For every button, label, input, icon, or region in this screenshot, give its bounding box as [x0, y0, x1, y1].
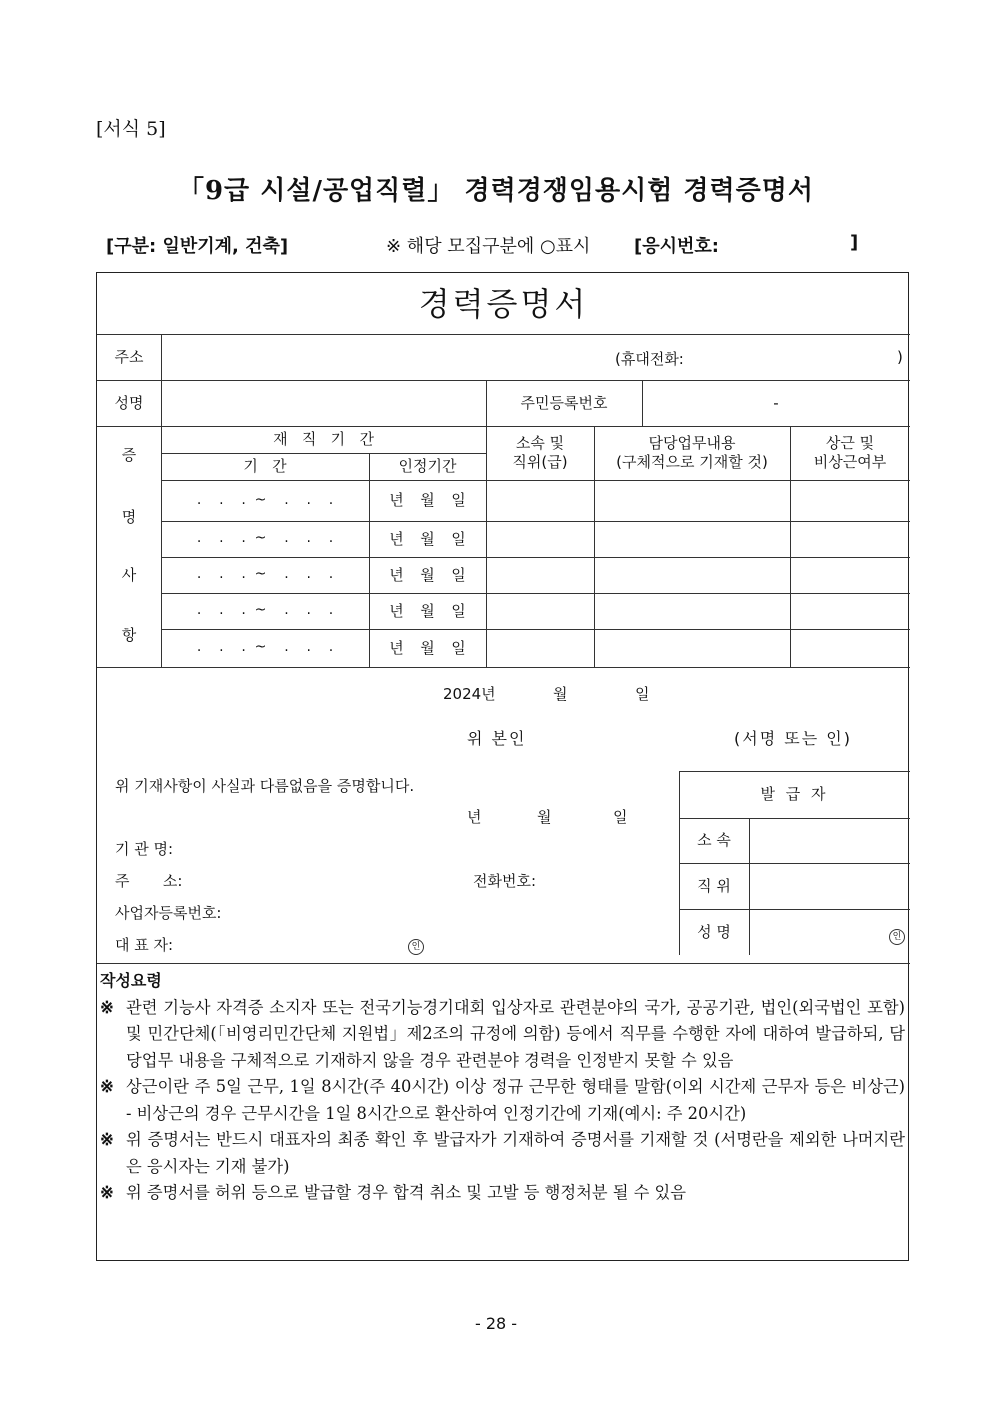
signature-label: (서명 또는 인) [734, 729, 852, 748]
instructions [100, 968, 905, 1207]
period-field[interactable]: . . . ~ . . . [196, 530, 334, 547]
issuer-affiliation-field[interactable] [749, 818, 910, 863]
ymd-unit: 월 [420, 601, 435, 620]
phone-label: (휴대전화: [615, 350, 684, 368]
issuer-name-label: 성 명 [697, 922, 731, 941]
rrn-label: 주민등록번호 [520, 393, 608, 412]
section-char-4: 항 [121, 625, 137, 644]
ymd-unit: 일 [451, 565, 466, 584]
issuer-affiliation-label: 소 속 [697, 831, 731, 850]
period-field[interactable]: . . . ~ . . . [196, 566, 334, 583]
ymd-unit: 년 [389, 638, 404, 657]
name-field[interactable] [161, 380, 486, 426]
ymd-unit: 일 [451, 491, 466, 510]
duties-field[interactable] [594, 629, 790, 667]
address-label: 주소 [114, 347, 144, 366]
biz-number-label: 사업자등록번호: [115, 904, 222, 922]
employment-period-header: 재 직 기 간 [273, 430, 374, 449]
fulltime-header: 상근 및 비상근여부 [813, 434, 887, 471]
recognized-period-field[interactable] [369, 557, 486, 593]
exam-number-label: [응시번호: [634, 236, 719, 257]
date-year: 2024년 [443, 685, 496, 703]
fulltime-field[interactable] [790, 593, 910, 629]
date-month: 월 [553, 685, 568, 703]
instruction-item: ※ 관련 기능사 자격증 소지자 또는 전국기능경기대회 입상자로 관련분야의 국가, 공공기관, 법인(외국법인 포함) 및 민간단체(「비영리민간단체 지원법」제2조의 규정에 의함) 등에서 직무를 수행한 자에 대하여 발급하되, 담당업무 내용을 구체적으로 기재하지 않을 경우 관련분야 경력을 인정받지 못할 수 있음 [100, 997, 905, 1070]
ymd-unit: 월 [420, 529, 435, 548]
affiliation-field[interactable] [486, 557, 594, 593]
instruction-item: ※ 위 증명서를 허위 등으로 발급할 경우 합격 취소 및 고발 등 행정처분 될 수 있음 [100, 1183, 687, 1202]
fulltime-field[interactable] [790, 629, 910, 667]
fulltime-field[interactable] [790, 557, 910, 593]
issuer-name-field[interactable] [749, 909, 910, 955]
duties-header: 담당업무내용 (구체적으로 기재할 것) [616, 434, 768, 471]
duties-field[interactable] [594, 521, 790, 557]
date-day: 일 [635, 685, 650, 703]
fulltime-field[interactable] [790, 480, 910, 521]
ymd-unit: 년 [389, 529, 404, 548]
phone-close: ) [897, 348, 903, 366]
issuer-header: 발 급 자 [760, 785, 829, 804]
instruction-item: ※ 위 증명서는 반드시 대표자의 최종 확인 후 발급자가 기재하여 증명서를 기재할 것 (서명란을 제외한 나머지란은 응시자는 기재 불가) [100, 1130, 905, 1176]
recognized-period-field[interactable] [369, 593, 486, 629]
section-char-3: 사 [121, 565, 137, 584]
org-address-label: 주 소: [115, 872, 183, 890]
ymd-unit: 년 [389, 491, 404, 510]
period-field[interactable]: . . . ~ . . . [196, 602, 334, 619]
issuer-position-field[interactable] [749, 863, 910, 909]
duties-field[interactable] [594, 480, 790, 521]
page-title: 「9급 시설/공업직렬」 경력경쟁임용시험 경력증명서 [177, 176, 815, 206]
form-title: 경력증명서 [418, 284, 589, 323]
affiliation-header: 소속 및 직위(급) [512, 434, 568, 471]
affiliation-field[interactable] [486, 480, 594, 521]
ymd-unit: 년 [389, 601, 404, 620]
page-number: - 28 - [474, 1314, 518, 1333]
cert-year: 년 [467, 808, 482, 826]
recognized-period-header: 인정기간 [398, 457, 457, 476]
address-field[interactable] [161, 334, 910, 380]
form-label: [서식 5] [96, 118, 166, 140]
issuer-position-label: 직 위 [697, 876, 731, 895]
ymd-unit: 월 [420, 638, 435, 657]
period-header: 기 간 [243, 457, 287, 476]
recognized-period-field[interactable] [369, 480, 486, 521]
cert-day: 일 [613, 808, 628, 826]
instruction-item: ※ 상근이란 주 5일 근무, 1일 8시간(주 40시간) 이상 정규 근무한 형태를 말함(이외 시간제 근무자 등은 비상근) - 비상근의 경우 근무시간을 1일 8시간으로 환산하여 인정기간에 기재(예시: 주 20시간) [100, 1077, 905, 1123]
representative-seal-icon: 인 [408, 934, 424, 955]
exam-number-close: ] [850, 232, 859, 253]
rrn-field[interactable]: - [773, 393, 779, 412]
ymd-unit: 월 [420, 491, 435, 510]
certify-text: 위 기재사항이 사실과 다름없음을 증명합니다. [115, 777, 415, 795]
cert-month: 월 [537, 808, 552, 826]
ymd-unit: 일 [451, 601, 466, 620]
affiliation-field[interactable] [486, 629, 594, 667]
section-char-1: 증 [121, 445, 137, 464]
ymd-unit: 일 [451, 529, 466, 548]
category-note: ※ 해당 모집구분에 ○표시 [386, 236, 591, 257]
period-field[interactable]: . . . ~ . . . [196, 491, 334, 508]
ymd-unit: 년 [389, 565, 404, 584]
category-label: [구분: 일반기계, 건축] [106, 236, 289, 257]
period-field[interactable]: . . . ~ . . . [196, 639, 334, 656]
issuer-seal-icon: 인 [889, 924, 905, 945]
affiliation-field[interactable] [486, 593, 594, 629]
fulltime-field[interactable] [790, 521, 910, 557]
applicant-label: 위 본인 [467, 729, 527, 748]
org-phone-label: 전화번호: [473, 872, 537, 890]
affiliation-field[interactable] [486, 521, 594, 557]
recognized-period-field[interactable] [369, 629, 486, 667]
ymd-unit: 일 [451, 638, 466, 657]
section-char-2: 명 [121, 507, 137, 526]
org-name-label: 기 관 명: [115, 840, 174, 858]
recognized-period-field[interactable] [369, 521, 486, 557]
ymd-unit: 월 [420, 565, 435, 584]
duties-field[interactable] [594, 557, 790, 593]
instructions-heading: 작성요령 [100, 971, 162, 990]
representative-label: 대 표 자: [115, 936, 174, 954]
name-label: 성명 [114, 393, 144, 412]
duties-field[interactable] [594, 593, 790, 629]
